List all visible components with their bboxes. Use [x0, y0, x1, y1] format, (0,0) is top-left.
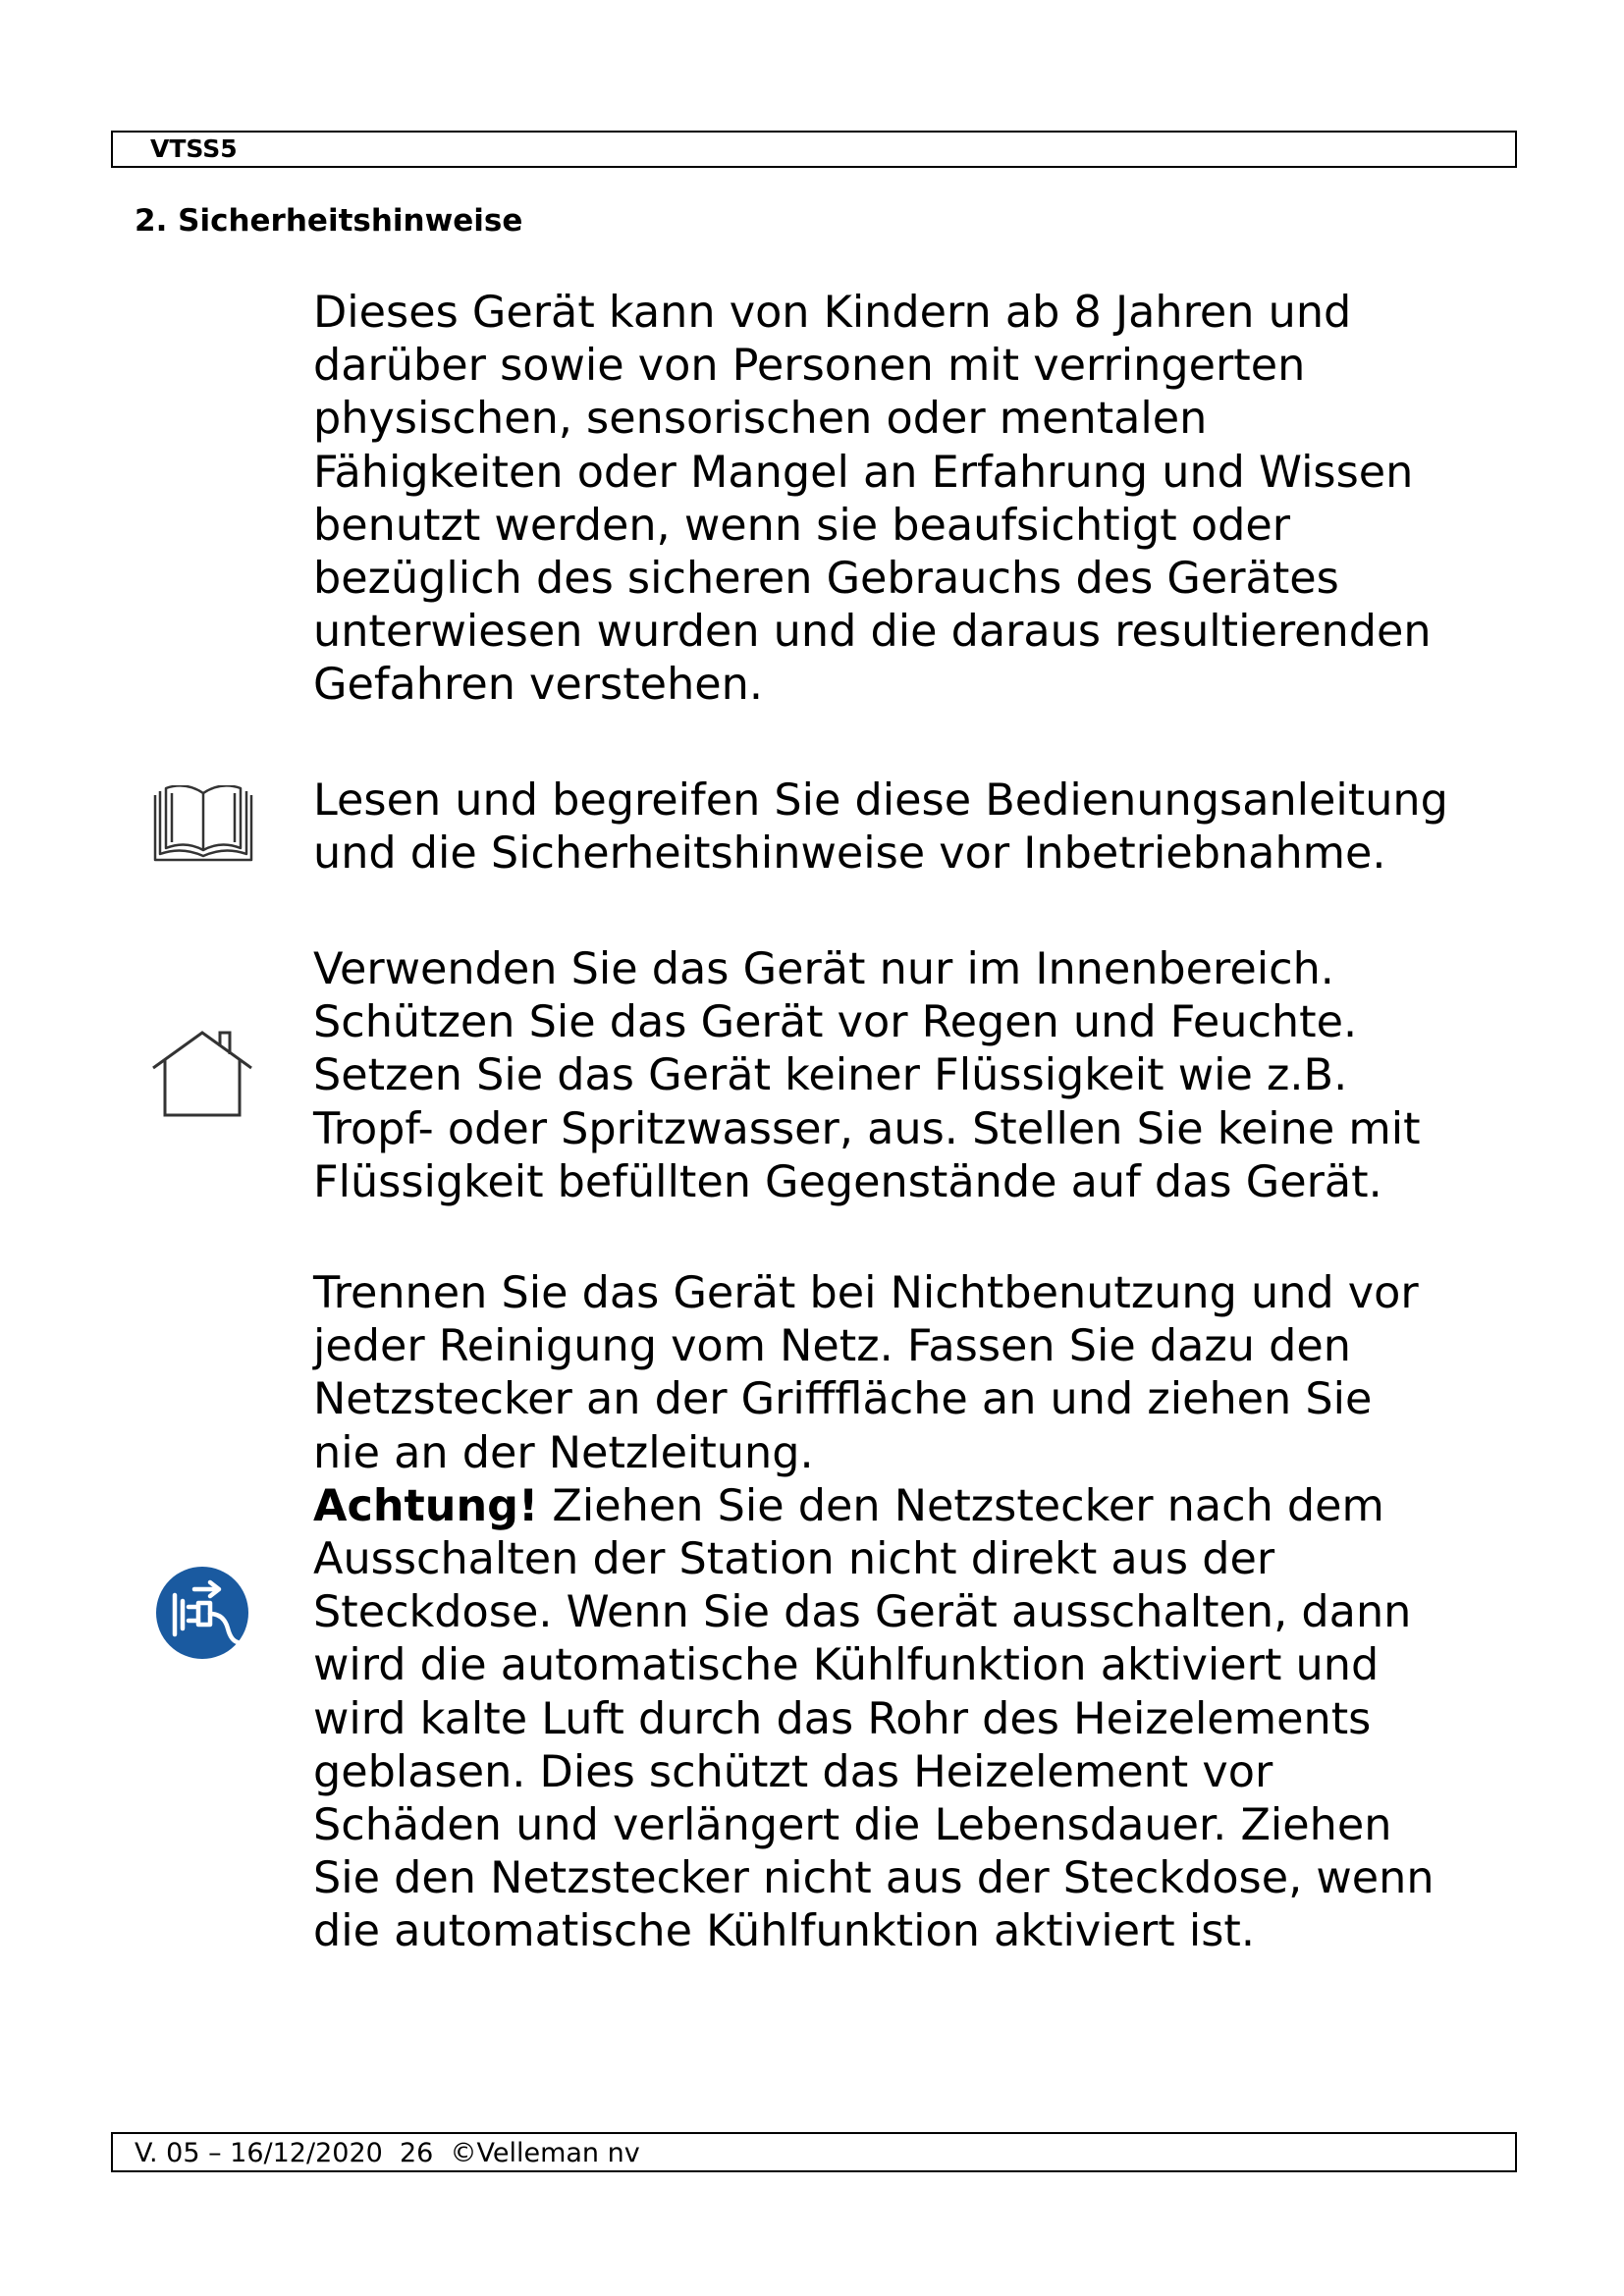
paragraph-line: Fähigkeiten oder Mangel an Erfahrung und Wissen	[313, 447, 1414, 498]
unplug-paragraph	[313, 1267, 1521, 1959]
indoor-paragraph	[313, 943, 1521, 1209]
page-footer	[111, 2132, 1517, 2172]
paragraph-line: Setzen Sie das Gerät keiner Flüssigkeit wie z.B.	[313, 1050, 1348, 1101]
paragraph-line: unterwiesen wurden und die daraus resultierenden	[313, 607, 1432, 658]
paragraph-line: Schützen Sie das Gerät vor Regen und Feuchte.	[313, 997, 1358, 1048]
paragraph-line: Trennen Sie das Gerät bei Nichtbenutzung und vor	[313, 1268, 1419, 1318]
paragraph-line: darüber sowie von Personen mit verringerten	[313, 341, 1306, 392]
product-code: VTSS5	[150, 134, 238, 163]
paragraph-line: wird kalte Luft durch das Rohr des Heizelements	[313, 1693, 1372, 1744]
paragraph-line: Sie den Netzstecker nicht aus der Steckdose, wenn	[313, 1853, 1435, 1904]
paragraph-line: Lesen und begreifen Sie diese Bedienungsanleitung	[313, 775, 1448, 826]
page-header	[111, 131, 1517, 168]
manual-paragraph	[313, 774, 1521, 881]
paragraph-line: physischen, sensorischen oder mentalen	[313, 394, 1208, 445]
paragraph-line: und die Sicherheitshinweise vor Inbetriebnahme.	[313, 828, 1386, 880]
children-safety-paragraph	[313, 287, 1521, 713]
paragraph-line: bezüglich des sicheren Gebrauchs des Gerätes	[313, 554, 1339, 605]
paragraph-line: wird die automatische Kühlfunktion aktiviert und	[313, 1640, 1380, 1691]
paragraph-line: nie an der Netzleitung.	[313, 1427, 814, 1478]
paragraph-line: benutzt werden, wenn sie beaufsichtigt oder	[313, 500, 1291, 551]
warning-line	[313, 1480, 1521, 1533]
paragraph-line: geblasen. Dies schützt das Heizelement vor	[313, 1746, 1273, 1797]
paragraph-line: Tropf- oder Spritzwasser, aus. Stellen Sie keine mit	[313, 1103, 1421, 1154]
paragraph-line: Gefahren verstehen.	[313, 660, 763, 711]
paragraph-line: Steckdose. Wenn Sie das Gerät ausschalten, dann	[313, 1587, 1412, 1638]
paragraph-line: Netzstecker an der Grifffläche an und ziehen Sie	[313, 1374, 1373, 1425]
paragraph-line: Ausschalten der Station nicht direkt aus der	[313, 1534, 1275, 1585]
book-icon	[152, 785, 254, 864]
paragraph-line: Flüssigkeit befüllten Gegenstände auf das Gerät.	[313, 1156, 1382, 1207]
paragraph-line: die automatische Kühlfunktion aktiviert ist.	[313, 1906, 1256, 1957]
warning-label: Achtung!	[313, 1480, 539, 1531]
house-icon	[149, 1029, 255, 1119]
unplug-icon	[155, 1566, 249, 1660]
paragraph-line: Verwenden Sie das Gerät nur im Innenbereich.	[313, 944, 1334, 994]
paragraph-line: Schäden und verlängert die Lebensdauer. Ziehen	[313, 1800, 1392, 1851]
footer-text: V. 05 – 16/12/2020 26 ©Velleman nv	[135, 2138, 640, 2168]
warning-text: Ziehen Sie den Netzstecker nach dem	[538, 1480, 1384, 1531]
section-title: 2. Sicherheitshinweise	[135, 203, 523, 239]
paragraph-line: Dieses Gerät kann von Kindern ab 8 Jahren und	[313, 288, 1352, 338]
paragraph-line: jeder Reinigung vom Netz. Fassen Sie dazu den	[313, 1321, 1351, 1372]
